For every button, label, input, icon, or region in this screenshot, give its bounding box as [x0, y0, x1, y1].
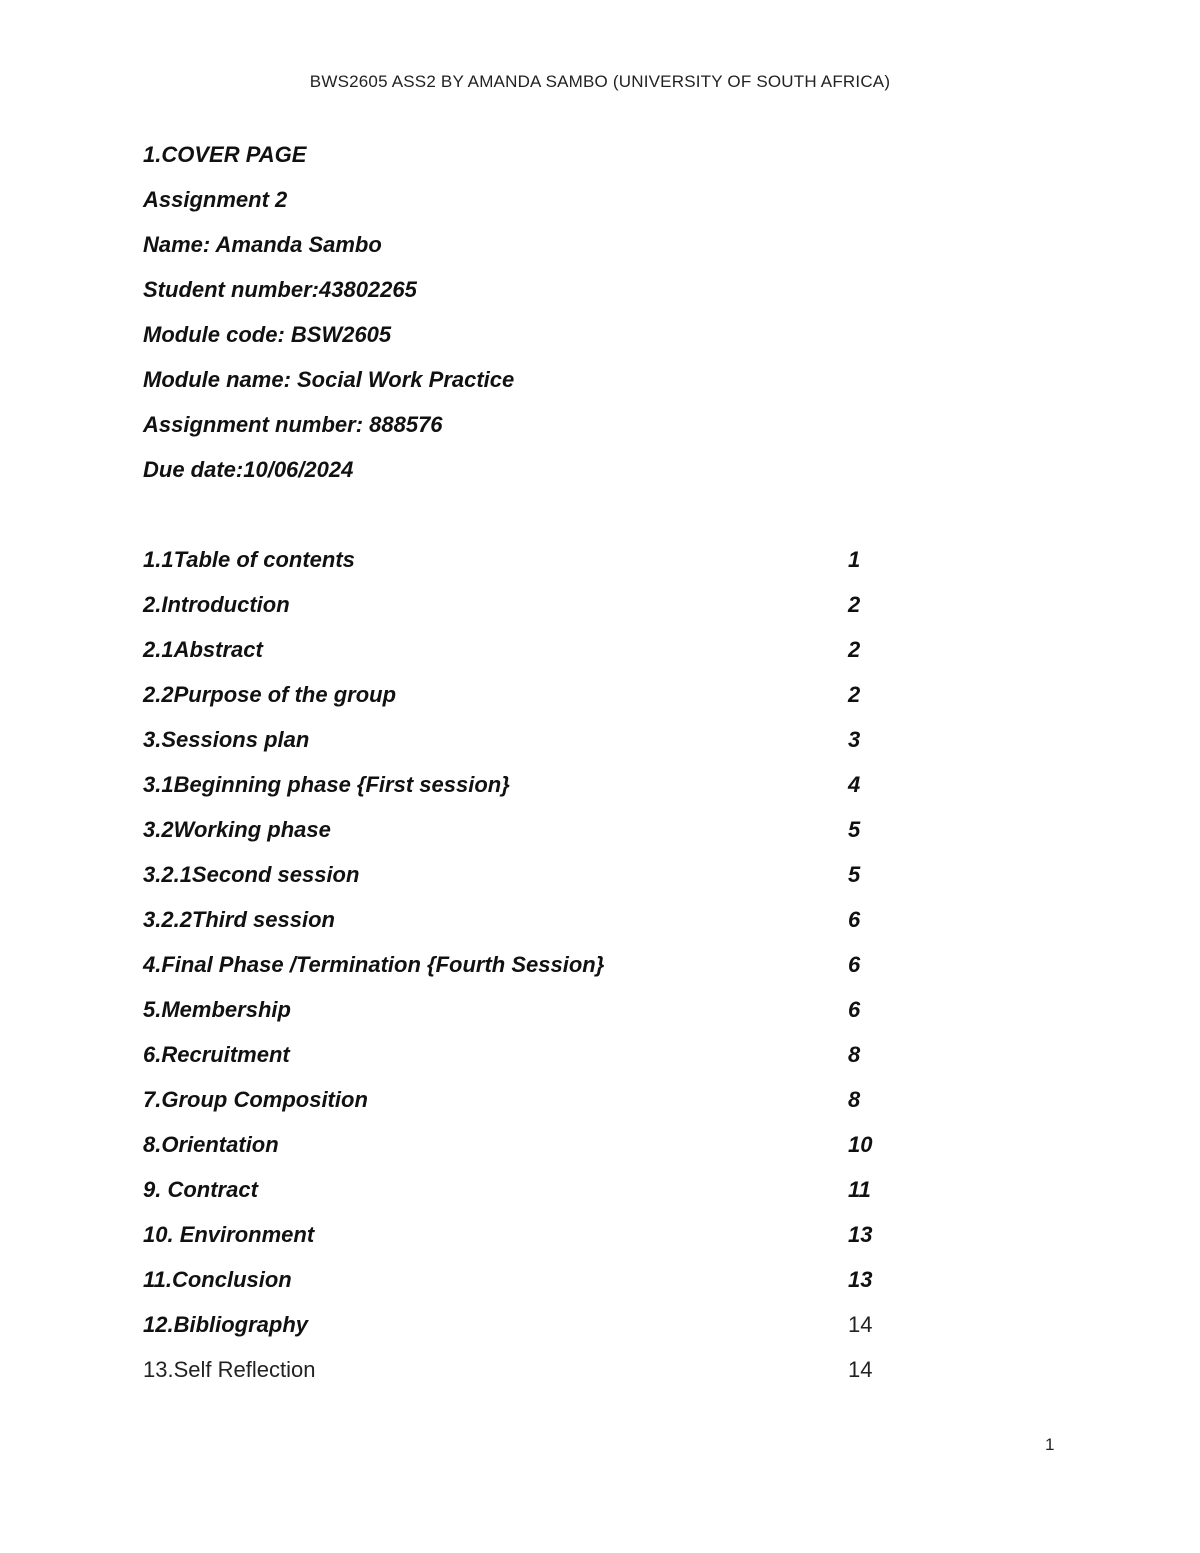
toc-entry-title: 1.1Table of contents — [143, 547, 355, 572]
assignment-label: Assignment 2 — [143, 187, 288, 212]
toc-entry-page: 14 — [848, 1357, 873, 1382]
toc-entry — [143, 725, 903, 770]
cover-title: 1.COVER PAGE — [143, 142, 307, 167]
module-name: Module name: Social Work Practice — [143, 367, 515, 392]
toc-entry-title: 8.Orientation — [143, 1132, 279, 1157]
toc-entry-page: 14 — [848, 1312, 873, 1337]
toc-entry — [143, 860, 903, 905]
toc-entry — [143, 590, 903, 635]
toc-entry — [143, 545, 903, 590]
toc-entry-title: 3.2Working phase — [143, 817, 331, 842]
toc-entry — [143, 950, 903, 995]
toc-entry-title: 2.2Purpose of the group — [143, 682, 397, 707]
toc-entry-page: 10 — [848, 1132, 873, 1157]
cover-block — [143, 140, 514, 500]
toc-entry — [143, 1175, 903, 1220]
toc-entry-page: 2 — [848, 637, 861, 662]
student-name: Name: Amanda Sambo — [143, 232, 382, 257]
toc-entry-page: 6 — [848, 952, 861, 977]
toc-entry-page: 13 — [848, 1267, 873, 1292]
toc-entry — [143, 635, 903, 680]
toc-entry-title: 3.2.1Second session — [143, 862, 360, 887]
toc-entry-title: 13.Self Reflection — [143, 1357, 316, 1382]
toc-entry-page: 11 — [848, 1177, 871, 1202]
toc-entry-page: 8 — [848, 1042, 861, 1067]
toc-entry — [143, 995, 903, 1040]
toc-entry — [143, 1265, 903, 1310]
toc-entry-title: 5.Membership — [143, 997, 291, 1022]
toc-entry-title: 11.Conclusion — [143, 1267, 292, 1292]
toc-entry — [143, 770, 903, 815]
toc-entry-title: 2.Introduction — [143, 592, 290, 617]
toc-entry-title: 4.Final Phase /Termination {Fourth Session} — [143, 952, 605, 977]
assignment-number: Assignment number: 888576 — [143, 412, 443, 437]
toc-entry-title: 3.1Beginning phase {First session} — [143, 772, 510, 797]
toc-entry-title: 3.2.2Third session — [143, 907, 335, 932]
toc-entry-title: 12.Bibliography — [143, 1312, 309, 1337]
toc-entry-page: 5 — [848, 862, 861, 887]
student-number: Student number:43802265 — [143, 277, 417, 302]
toc-entry-page: 6 — [848, 997, 861, 1022]
toc-entry — [143, 1220, 903, 1265]
toc-entry-page: 3 — [848, 727, 861, 752]
toc-entry — [143, 1040, 903, 1085]
toc-entry-page: 1 — [848, 547, 861, 572]
toc-entry-page: 2 — [848, 682, 861, 707]
page-header: BWS2605 ASS2 BY AMANDA SAMBO (UNIVERSITY OF SOUTH AFRICA) — [309, 72, 891, 91]
toc-entry-page: 8 — [848, 1087, 861, 1112]
toc-entry — [143, 905, 903, 950]
toc-entry-title: 10. Environment — [143, 1222, 315, 1247]
toc-entry — [143, 1085, 903, 1130]
toc-entry-page: 2 — [848, 592, 861, 617]
table-of-contents — [143, 545, 903, 1400]
toc-entry — [143, 1355, 903, 1400]
toc-entry-page: 6 — [848, 907, 861, 932]
toc-entry — [143, 680, 903, 725]
due-date: Due date:10/06/2024 — [143, 457, 354, 482]
toc-entry-title: 9. Contract — [143, 1177, 258, 1202]
toc-entry-title: 6.Recruitment — [143, 1042, 290, 1067]
toc-entry-title: 3.Sessions plan — [143, 727, 310, 752]
toc-entry — [143, 1130, 903, 1175]
toc-entry — [143, 1310, 903, 1355]
module-code: Module code: BSW2605 — [143, 322, 392, 347]
toc-entry — [143, 815, 903, 860]
toc-entry-title: 2.1Abstract — [143, 637, 263, 662]
page-number: 1 — [1045, 1435, 1055, 1454]
toc-entry-page: 4 — [848, 772, 861, 797]
toc-entry-page: 13 — [848, 1222, 873, 1247]
toc-entry-title: 7.Group Composition — [143, 1087, 368, 1112]
toc-entry-page: 5 — [848, 817, 861, 842]
